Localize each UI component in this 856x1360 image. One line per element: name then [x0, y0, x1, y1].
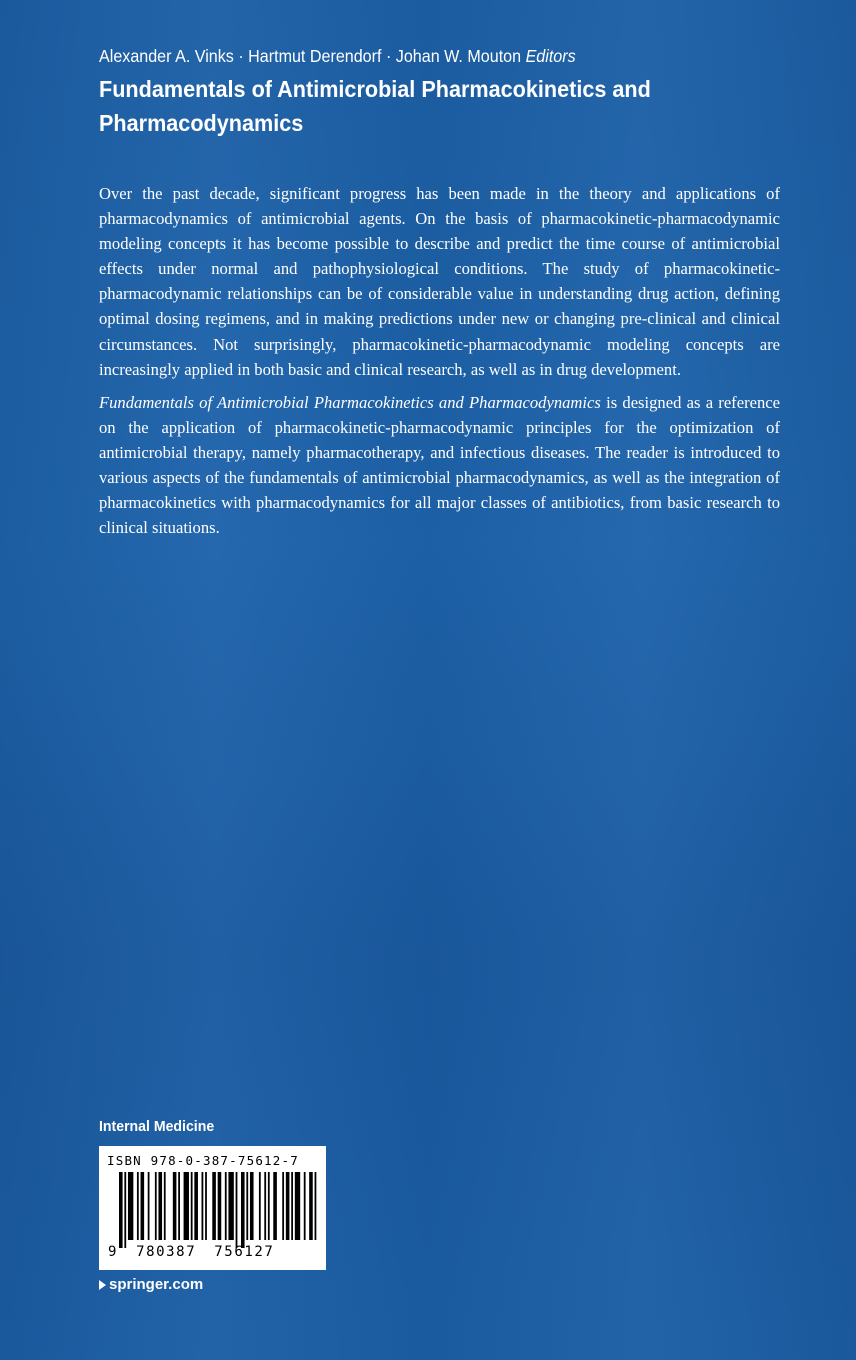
- ean-right-group: 756127: [214, 1244, 275, 1260]
- barcode-bar: [194, 1172, 198, 1240]
- barcode-bar: [119, 1172, 123, 1248]
- editors-role: Editors: [525, 46, 576, 66]
- barcode-bar: [191, 1172, 193, 1240]
- blurb-paragraph-2-text: is designed as a reference on the application of pharmacokinetic-pharmacodynamic principles for the optimization of antimicrobial therapy, namely pharmacotherapy, and infectious diseases. The reader is introduced to various aspects of the fundamentals of antimicrobial pharmacodynamics, as well as the integration of pharmacokinetics with pharmacodynamics for all major classes of antibiotics, from basic research to clinical situations.: [99, 392, 780, 538]
- ean-digits: [108, 1244, 323, 1260]
- barcode-bar: [246, 1172, 248, 1240]
- ean-first-digit: 9: [108, 1244, 119, 1260]
- barcode-bar: [250, 1172, 254, 1240]
- isbn-barcode: [99, 1146, 326, 1270]
- barcode-bar: [282, 1172, 284, 1240]
- blurb-text: [99, 181, 780, 540]
- barcode-bar: [212, 1172, 216, 1240]
- editor-names: Alexander A. Vinks · Hartmut Derendorf · Johan W. Mouton: [99, 46, 522, 66]
- barcode-bar: [128, 1172, 133, 1240]
- barcode-bar: [155, 1172, 157, 1240]
- barcode-bar: [205, 1172, 207, 1240]
- barcode-bar: [148, 1172, 150, 1240]
- barcode-bar: [268, 1172, 270, 1240]
- publisher-website[interactable]: [99, 1276, 203, 1293]
- isbn-number: ISBN 978-0-387-75612-7: [107, 1153, 299, 1168]
- barcode-bar: [241, 1172, 245, 1248]
- barcode-bar: [228, 1172, 233, 1240]
- barcode-bar: [304, 1172, 306, 1240]
- barcode-bar: [202, 1172, 204, 1240]
- barcode-bar: [173, 1172, 177, 1240]
- barcode-bar: [236, 1172, 238, 1248]
- blurb-paragraph-2: [99, 390, 780, 541]
- barcode-bar: [164, 1172, 166, 1240]
- barcode-bar: [291, 1172, 293, 1240]
- barcode-bar: [184, 1172, 189, 1240]
- book-title: Fundamentals of Antimicrobial Pharmacokinetics and Pharmacodynamics: [99, 76, 651, 136]
- editors-line: [99, 44, 743, 68]
- triangle-arrow-icon: [99, 1280, 106, 1290]
- blurb-paragraph-1: Over the past decade, significant progress has been made in the theory and applications of pharmacodynamics of antimicrobial agents. On the basis of pharmacokinetic-pharmacodynamic modeling concepts it has become possible to describe and predict the time course of antimicrobial effects under normal and pathophysiological conditions. The study of pharmacokinetic-pharmacodynamic relationships can be of considerable value in understanding drug action, defining optimal dosing regimens, and in making predictions under new or changing pre-clinical and clinical circumstances. Not surprisingly, pharmacokinetic-pharmacodynamic modeling concepts are increasingly applied in both basic and clinical research, as well as in drug development.: [99, 184, 780, 379]
- barcode-bar: [273, 1172, 277, 1240]
- blurb-book-title: Fundamentals of Antimicrobial Pharmacokinetics and Pharmacodynamics: [99, 392, 601, 412]
- barcode-bar: [178, 1172, 180, 1240]
- barcode-bar: [218, 1172, 222, 1240]
- barcode-bar: [264, 1172, 266, 1240]
- website-label: springer.com: [109, 1276, 204, 1293]
- ean-left-group: 780387: [136, 1244, 197, 1260]
- barcode-bar: [141, 1172, 145, 1240]
- barcode-bar: [225, 1172, 227, 1240]
- barcode-bar: [137, 1172, 139, 1240]
- barcode-bar: [286, 1172, 290, 1240]
- barcode-bar: [124, 1172, 126, 1248]
- series-label: Internal Medicine: [99, 1118, 215, 1135]
- barcode-bar: [158, 1172, 162, 1240]
- barcode-bar: [315, 1172, 317, 1240]
- barcode-bar: [309, 1172, 313, 1240]
- barcode-bar: [295, 1172, 300, 1240]
- barcode-bar: [259, 1172, 261, 1240]
